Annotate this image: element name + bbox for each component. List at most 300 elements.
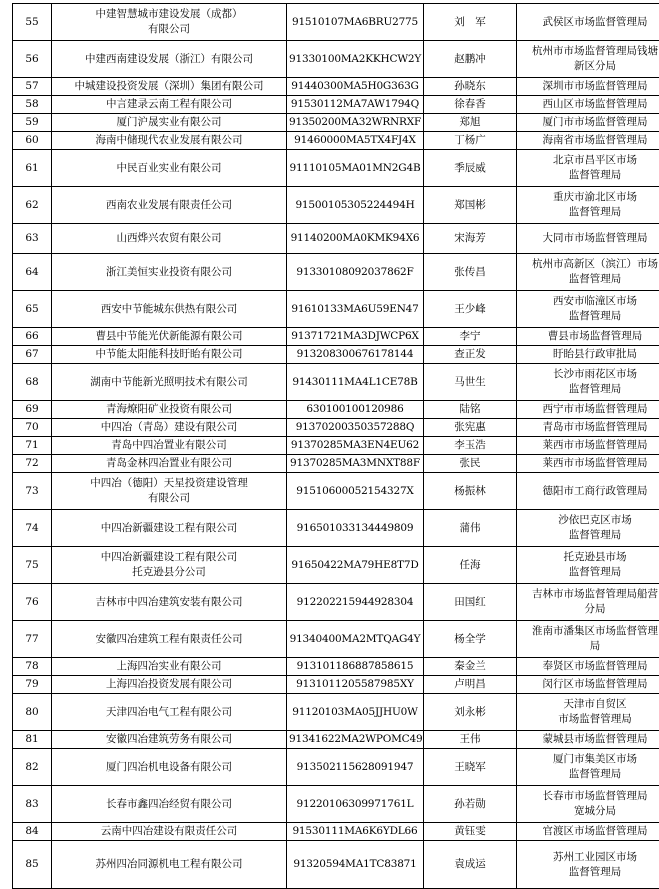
company-name: [52, 78, 287, 96]
legal-representative: [424, 224, 517, 254]
registration-authority: [517, 658, 659, 676]
credit-code-text: 91370285MA3MNXT88F: [289, 456, 421, 471]
row-number: [13, 731, 52, 749]
table-row: [13, 694, 659, 731]
credit-code: [287, 187, 424, 224]
credit-code-text: 91510107MA6BRU2775: [289, 15, 421, 30]
row-number-text: 68: [15, 375, 49, 390]
registration-authority-text: 吉林市市场监督管理局船营 分局: [519, 587, 659, 617]
credit-code: [287, 786, 424, 823]
row-number-text: 80: [15, 705, 49, 720]
row-number: [13, 419, 52, 437]
credit-code-text: 913208300676178144: [289, 347, 421, 362]
legal-representative-text: 李玉浩: [426, 438, 514, 453]
legal-representative-text: 王少峰: [426, 302, 514, 317]
row-number: [13, 328, 52, 346]
company-name-text: 海南中储现代农业发展有限公司: [54, 133, 284, 148]
credit-code: [287, 346, 424, 364]
table-row: [13, 364, 659, 401]
company-name-text: 湖南中节能新光照明技术有限公司: [54, 375, 284, 390]
legal-representative-text: 田国红: [426, 595, 514, 610]
legal-representative: [424, 694, 517, 731]
row-number-text: 60: [15, 133, 49, 148]
company-name-text: 中建西南建设发展（浙江）有限公司: [54, 52, 284, 67]
registration-authority-text: 苏州工业园区市场 监督管理局: [519, 850, 659, 880]
table-row: [13, 658, 659, 676]
row-number-text: 72: [15, 456, 49, 471]
legal-representative: [424, 510, 517, 547]
registration-authority-text: 莱西市市场监督管理局: [519, 438, 659, 453]
registration-authority: [517, 731, 659, 749]
row-number-text: 71: [15, 438, 49, 453]
registration-authority-text: 淮南市潘集区市场监督管理 局: [519, 624, 659, 654]
credit-code-text: 91341622MA2WPOMC49: [289, 732, 421, 747]
row-number: [13, 437, 52, 455]
row-number-text: 59: [15, 115, 49, 130]
company-name-text: 中四冶（德阳）天星投资建设管理 有限公司: [54, 476, 284, 506]
row-number: [13, 254, 52, 291]
row-number: [13, 510, 52, 547]
row-number-text: 73: [15, 484, 49, 499]
registration-authority: [517, 187, 659, 224]
registration-authority-text: 莱西市市场监督管理局: [519, 456, 659, 471]
row-number: [13, 584, 52, 621]
registration-authority: [517, 328, 659, 346]
row-number: [13, 401, 52, 419]
legal-representative-text: 马世生: [426, 375, 514, 390]
company-name-text: 西南农业发展有限责任公司: [54, 198, 284, 213]
row-number-text: 61: [15, 161, 49, 176]
credit-code-text: 91140200MA0KMK94X6: [289, 231, 421, 246]
credit-code: [287, 291, 424, 328]
company-name-text: 中民百业实业有限公司: [54, 161, 284, 176]
row-number: [13, 676, 52, 694]
credit-code: [287, 78, 424, 96]
credit-code: [287, 658, 424, 676]
company-name: [52, 547, 287, 584]
registration-authority: [517, 132, 659, 150]
company-name: [52, 401, 287, 419]
legal-representative: [424, 132, 517, 150]
row-number-text: 57: [15, 79, 49, 94]
credit-code-text: 91510600052154327X: [289, 484, 421, 499]
row-number-text: 65: [15, 302, 49, 317]
credit-code: [287, 694, 424, 731]
row-number: [13, 786, 52, 823]
credit-code: [287, 473, 424, 510]
registration-authority-text: 西安市临潼区市场 监督管理局: [519, 294, 659, 324]
table-row: [13, 291, 659, 328]
legal-representative: [424, 401, 517, 419]
registration-authority-text: 重庆市渝北区市场 监督管理局: [519, 190, 659, 220]
registration-authority-text: 海南省市场监督管理局: [519, 133, 659, 148]
legal-representative: [424, 328, 517, 346]
table-row: [13, 4, 659, 41]
row-number-text: 78: [15, 659, 49, 674]
legal-representative: [424, 187, 517, 224]
credit-code-text: 91320594MA1TC83871: [289, 857, 421, 872]
company-name: [52, 150, 287, 187]
legal-representative-text: 李宁: [426, 329, 514, 344]
registration-authority-text: 西山区市场监督管理局: [519, 97, 659, 112]
legal-representative: [424, 676, 517, 694]
company-name: [52, 419, 287, 437]
company-name-text: 青岛金林四冶置业有限公司: [54, 456, 284, 471]
company-name: [52, 823, 287, 841]
registration-authority-text: 盱眙县行政审批局: [519, 347, 659, 362]
table-row: [13, 419, 659, 437]
legal-representative: [424, 4, 517, 41]
credit-code: [287, 114, 424, 132]
credit-code-text: 9131011205587985XY: [289, 677, 421, 692]
registration-authority: [517, 547, 659, 584]
company-name: [52, 4, 287, 41]
company-name: [52, 676, 287, 694]
credit-code-text: 91460000MA5TX4FJ4X: [289, 133, 421, 148]
row-number: [13, 823, 52, 841]
row-number: [13, 455, 52, 473]
registration-authority-text: 杭州市市场监督管理局钱塘 新区分局: [519, 44, 659, 74]
registration-authority-text: 武侯区市场监督管理局: [519, 15, 659, 30]
registration-authority-text: 天津市自贸区 市场监督管理局: [519, 697, 659, 727]
legal-representative-text: 张民: [426, 456, 514, 471]
table-row: [13, 254, 659, 291]
company-name: [52, 254, 287, 291]
company-name-text: 曹县中节能光伏新能源有限公司: [54, 329, 284, 344]
registration-authority-text: 蒙城县市场监督管理局: [519, 732, 659, 747]
legal-representative: [424, 96, 517, 114]
legal-representative-text: 刘永彬: [426, 705, 514, 720]
legal-representative-text: 郑旭: [426, 115, 514, 130]
table-row: [13, 224, 659, 254]
credit-code: [287, 224, 424, 254]
legal-representative: [424, 786, 517, 823]
registration-authority-text: 沙依巴克区市场 监督管理局: [519, 513, 659, 543]
legal-representative: [424, 658, 517, 676]
company-name: [52, 346, 287, 364]
registration-authority-text: 德阳市工商行政管理局: [519, 484, 659, 499]
legal-representative-text: 郑国彬: [426, 198, 514, 213]
registration-authority-text: 杭州市高新区（滨江）市场 监督管理局: [519, 257, 659, 287]
registration-authority: [517, 823, 659, 841]
table-row: [13, 455, 659, 473]
credit-code-text: 91430111MA4L1CE78B: [289, 375, 421, 390]
company-name: [52, 841, 287, 889]
table-row: [13, 132, 659, 150]
legal-representative-text: 赵鹏冲: [426, 52, 514, 67]
row-number-text: 63: [15, 231, 49, 246]
registry-table-body: [13, 4, 659, 889]
row-number: [13, 96, 52, 114]
credit-code-text: 630100100120986: [289, 402, 421, 417]
registration-authority-text: 青岛市市场监督管理局: [519, 420, 659, 435]
registration-authority: [517, 510, 659, 547]
company-name: [52, 224, 287, 254]
legal-representative-text: 张传昌: [426, 265, 514, 280]
table-row: [13, 786, 659, 823]
company-name: [52, 364, 287, 401]
legal-representative-text: 袁成运: [426, 857, 514, 872]
company-name-text: 西安中节能城东供热有限公司: [54, 302, 284, 317]
company-name-text: 中节能太阳能科技盱眙有限公司: [54, 347, 284, 362]
company-name: [52, 658, 287, 676]
credit-code: [287, 96, 424, 114]
company-name-text: 安徽四冶建筑劳务有限公司: [54, 732, 284, 747]
registration-authority: [517, 749, 659, 786]
row-number-text: 55: [15, 15, 49, 30]
credit-code-text: 91440300MA5H0G363G: [289, 79, 421, 94]
row-number: [13, 291, 52, 328]
credit-code-text: 91340400MA2MTQAG4Y: [289, 632, 421, 647]
table-row: [13, 150, 659, 187]
legal-representative-text: 刘 军: [426, 15, 514, 30]
table-row: [13, 731, 659, 749]
registration-authority: [517, 291, 659, 328]
credit-code: [287, 731, 424, 749]
company-name: [52, 291, 287, 328]
registration-authority: [517, 584, 659, 621]
credit-code: [287, 455, 424, 473]
row-number-text: 85: [15, 857, 49, 872]
credit-code-text: 91350200MA32WRNRXF: [289, 115, 421, 130]
legal-representative-text: 陆铭: [426, 402, 514, 417]
row-number-text: 83: [15, 797, 49, 812]
row-number: [13, 749, 52, 786]
company-name: [52, 132, 287, 150]
registration-authority: [517, 676, 659, 694]
company-name: [52, 749, 287, 786]
registration-authority: [517, 419, 659, 437]
company-name: [52, 114, 287, 132]
credit-code-text: 91530112MA7AW1794Q: [289, 97, 421, 112]
legal-representative: [424, 364, 517, 401]
company-name: [52, 621, 287, 658]
company-name: [52, 437, 287, 455]
company-name: [52, 510, 287, 547]
legal-representative: [424, 114, 517, 132]
registration-authority: [517, 78, 659, 96]
row-number-text: 69: [15, 402, 49, 417]
legal-representative-text: 孙若勋: [426, 797, 514, 812]
legal-representative-text: 杨全学: [426, 632, 514, 647]
registration-authority: [517, 401, 659, 419]
legal-representative-text: 丁杨广: [426, 133, 514, 148]
registration-authority-text: 深圳市市场监督管理局: [519, 79, 659, 94]
company-name-text: 安徽四冶建筑工程有限责任公司: [54, 632, 284, 647]
credit-code: [287, 676, 424, 694]
credit-code-text: 91330108092037862F: [289, 265, 421, 280]
credit-code-text: 916501033134449809: [289, 521, 421, 536]
company-name-text: 上海四冶实业有限公司: [54, 659, 284, 674]
credit-code-text: 91370285MA3EN4EU62: [289, 438, 421, 453]
company-name-text: 中言建录云南工程有限公司: [54, 97, 284, 112]
company-name-text: 中四冶新疆建设工程有限公司: [54, 521, 284, 536]
company-name-text: 山西烨兴农贸有限公司: [54, 231, 284, 246]
credit-code-text: 91110105MA01MN2G4B: [289, 161, 421, 176]
registration-authority-text: 大同市市场监督管理局: [519, 231, 659, 246]
legal-representative-text: 季辰威: [426, 161, 514, 176]
registration-authority: [517, 254, 659, 291]
registration-authority: [517, 224, 659, 254]
row-number: [13, 4, 52, 41]
table-row: [13, 328, 659, 346]
row-number: [13, 841, 52, 889]
table-row: [13, 96, 659, 114]
table-row: [13, 584, 659, 621]
row-number-text: 66: [15, 329, 49, 344]
legal-representative: [424, 78, 517, 96]
legal-representative-text: 蒲伟: [426, 521, 514, 536]
row-number-text: 75: [15, 558, 49, 573]
company-name-text: 厦门沪晟实业有限公司: [54, 115, 284, 130]
registration-authority: [517, 473, 659, 510]
company-name: [52, 584, 287, 621]
company-name: [52, 731, 287, 749]
legal-representative: [424, 437, 517, 455]
credit-code-text: 91120103MA05JJHU0W: [289, 705, 421, 720]
row-number-text: 58: [15, 97, 49, 112]
credit-code-text: 913101186887858615: [289, 659, 421, 674]
row-number: [13, 694, 52, 731]
credit-code: [287, 419, 424, 437]
company-name: [52, 694, 287, 731]
legal-representative: [424, 291, 517, 328]
company-name: [52, 187, 287, 224]
company-name: [52, 328, 287, 346]
registration-authority-text: 官渡区市场监督管理局: [519, 824, 659, 839]
legal-representative: [424, 150, 517, 187]
company-name: [52, 455, 287, 473]
table-row: [13, 749, 659, 786]
row-number: [13, 364, 52, 401]
registration-authority: [517, 96, 659, 114]
table-row: [13, 437, 659, 455]
legal-representative: [424, 473, 517, 510]
company-name-text: 天津四冶电气工程有限公司: [54, 705, 284, 720]
registration-authority: [517, 346, 659, 364]
credit-code-text: 91610133MA6U59EN47: [289, 302, 421, 317]
row-number: [13, 224, 52, 254]
registration-authority-text: 曹县市场监督管理局: [519, 329, 659, 344]
credit-code: [287, 621, 424, 658]
row-number: [13, 187, 52, 224]
legal-representative: [424, 254, 517, 291]
row-number: [13, 473, 52, 510]
registration-authority-text: 长春市市场监督管理局 宽城分局: [519, 789, 659, 819]
credit-code: [287, 823, 424, 841]
legal-representative: [424, 346, 517, 364]
legal-representative: [424, 749, 517, 786]
legal-representative-text: 宋海芳: [426, 231, 514, 246]
credit-code: [287, 584, 424, 621]
row-number-text: 67: [15, 347, 49, 362]
legal-representative: [424, 41, 517, 78]
legal-representative-text: 王晓军: [426, 760, 514, 775]
registration-authority-text: 闵行区市场监督管理局: [519, 677, 659, 692]
row-number: [13, 346, 52, 364]
company-name-text: 浙江美恒实业投资有限公司: [54, 265, 284, 280]
credit-code-text: 91500105305224494H: [289, 198, 421, 213]
credit-code: [287, 401, 424, 419]
table-row: [13, 78, 659, 96]
table-row: [13, 346, 659, 364]
legal-representative: [424, 841, 517, 889]
company-name-text: 厦门四冶机电设备有限公司: [54, 760, 284, 775]
legal-representative: [424, 419, 517, 437]
company-name: [52, 473, 287, 510]
company-name-text: 吉林市中四冶建筑安装有限公司: [54, 595, 284, 610]
company-name: [52, 786, 287, 823]
table-row: [13, 823, 659, 841]
table-row: [13, 473, 659, 510]
table-row: [13, 187, 659, 224]
legal-representative-text: 徐春香: [426, 97, 514, 112]
legal-representative: [424, 584, 517, 621]
legal-representative-text: 卢明昌: [426, 677, 514, 692]
credit-code: [287, 841, 424, 889]
table-row: [13, 114, 659, 132]
legal-representative: [424, 455, 517, 473]
legal-representative-text: 孙晓东: [426, 79, 514, 94]
company-name-text: 中建智慧城市建设发展（成都） 有限公司: [54, 7, 284, 37]
table-row: [13, 41, 659, 78]
company-name-text: 中城建设投资发展（深圳）集团有限公司: [54, 79, 284, 94]
legal-representative: [424, 823, 517, 841]
registration-authority: [517, 621, 659, 658]
row-number-text: 82: [15, 760, 49, 775]
registration-authority-text: 厦门市市场监督管理局: [519, 115, 659, 130]
legal-representative-text: 张宪惠: [426, 420, 514, 435]
company-name-text: 中四冶新疆建设工程有限公司 托克逊县分公司: [54, 550, 284, 580]
row-number-text: 70: [15, 420, 49, 435]
row-number-text: 77: [15, 632, 49, 647]
company-name-text: 长春市鑫四冶经贸有限公司: [54, 797, 284, 812]
row-number-text: 74: [15, 521, 49, 536]
table-row: [13, 510, 659, 547]
credit-code: [287, 150, 424, 187]
row-number-text: 62: [15, 198, 49, 213]
registration-authority-text: 托克逊县市场 监督管理局: [519, 550, 659, 580]
legal-representative: [424, 547, 517, 584]
table-row: [13, 621, 659, 658]
registration-authority-text: 长沙市雨花区市场 监督管理局: [519, 367, 659, 397]
row-number: [13, 621, 52, 658]
registration-authority-text: 北京市昌平区市场 监督管理局: [519, 153, 659, 183]
company-name-text: 中四冶（青岛）建设有限公司: [54, 420, 284, 435]
row-number-text: 79: [15, 677, 49, 692]
registration-authority: [517, 437, 659, 455]
registration-authority: [517, 41, 659, 78]
credit-code: [287, 510, 424, 547]
registration-authority-text: 西宁市市场监督管理局: [519, 402, 659, 417]
registration-authority-text: 厦门市集美区市场 监督管理局: [519, 752, 659, 782]
row-number: [13, 114, 52, 132]
registration-authority: [517, 694, 659, 731]
company-name: [52, 96, 287, 114]
registration-authority-text: 奉贤区市场监督管理局: [519, 659, 659, 674]
row-number-text: 64: [15, 265, 49, 280]
registration-authority: [517, 114, 659, 132]
company-name-text: 上海四冶投资发展有限公司: [54, 677, 284, 692]
credit-code: [287, 547, 424, 584]
credit-code-text: 91371721MA3DJWCP6X: [289, 329, 421, 344]
row-number: [13, 658, 52, 676]
credit-code: [287, 254, 424, 291]
company-name-text: 青岛中四冶置业有限公司: [54, 438, 284, 453]
credit-code: [287, 749, 424, 786]
registration-authority: [517, 4, 659, 41]
credit-code-text: 913502115628091947: [289, 760, 421, 775]
